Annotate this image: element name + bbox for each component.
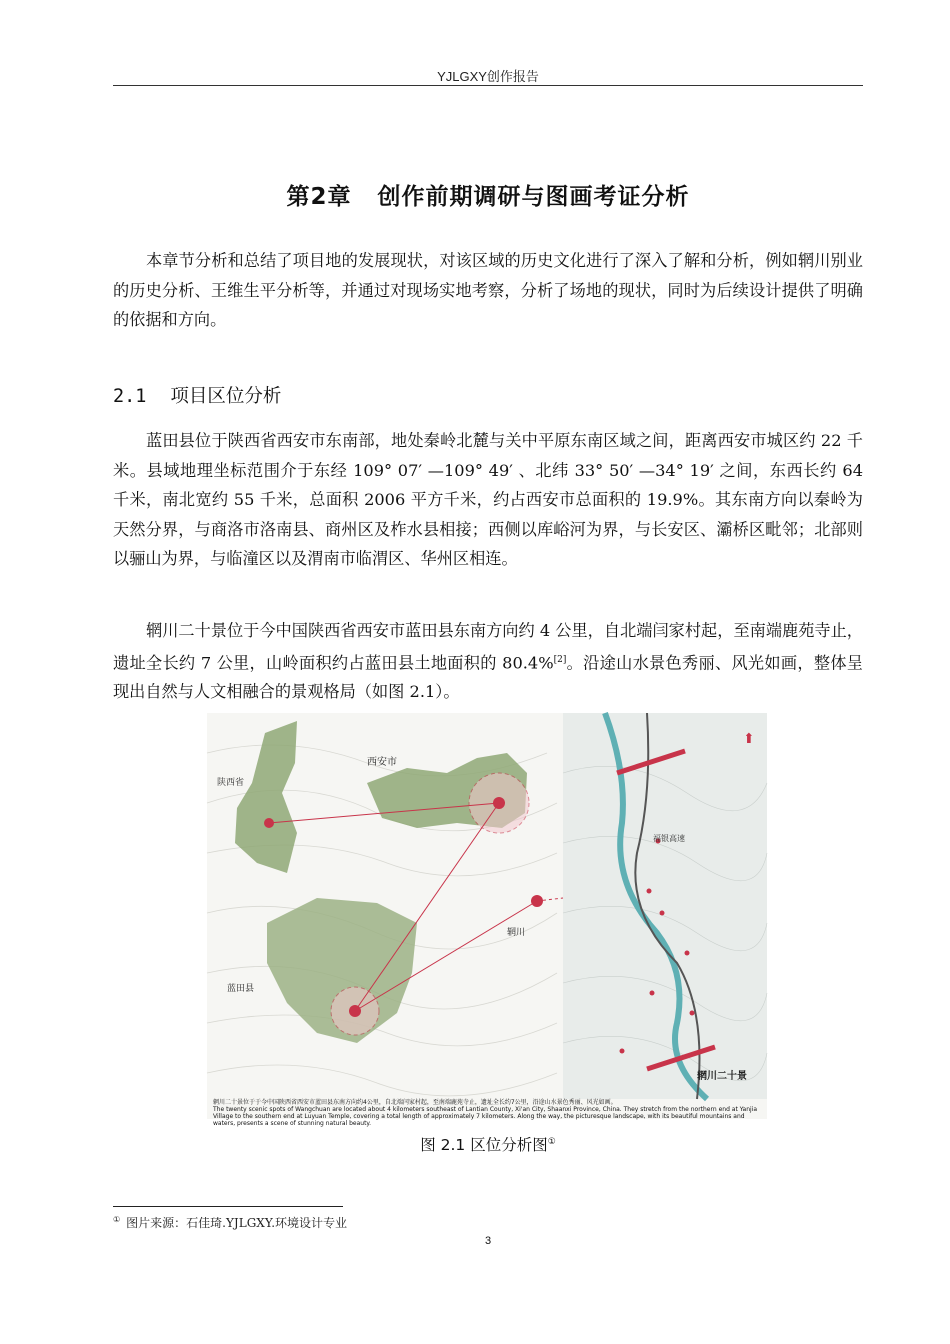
label-city: 西安市 bbox=[367, 757, 397, 768]
footnote-divider bbox=[113, 1206, 343, 1207]
chapter-heading bbox=[113, 178, 863, 211]
para2-text-b: 。沿途山水景色秀丽、风光如画，整体呈现出自然与人文相融合的景观格局（如图 2.1）。 bbox=[113, 652, 863, 702]
north-arrow-icon: ⬆ bbox=[743, 731, 755, 747]
figure-caption-en: The twenty scenic spots of Wangchuan are located about 4 kilometers southeast of Lantian County, Xi'an City, Shaanxi Province, China. They stretch from the northern end at Yanjia Village to the southern end at Luyuan Temple, covering a total length of approximately 7 kilometers. Along the way, the picturesque landscape, with its beautiful mountains and waters, presents a scene of stunning natural beauty. bbox=[213, 1106, 758, 1127]
citation-ref: [2] bbox=[553, 654, 567, 665]
para2-text-a: 辋川二十景位于今中国陕西省西安市蓝田县东南方向约 4 公里，自北端闫家村起，至南端鹿苑寺止，遗址全长约 7 公里，山岭面积约占蓝田县土地面积的 80.4% bbox=[113, 621, 863, 672]
footnote-mark: ① bbox=[113, 1215, 121, 1224]
label-province: 陕西省 bbox=[217, 778, 245, 788]
header-divider bbox=[113, 85, 863, 86]
page-number: 3 bbox=[484, 1235, 492, 1247]
chapter-title: 创作前期调研与图画考证分析 bbox=[377, 184, 690, 210]
figure-caption-cn: 辋川二十景位于于今中国陕西省西安市蓝田县东南方向约4公里，自北端闫家村起，至南端鹿苑寺止，遗址全长约7公里，沿途山水景色秀丽、风光如画。 bbox=[213, 1099, 617, 1106]
section-number: 2.1 bbox=[113, 386, 147, 407]
footnote bbox=[113, 1214, 347, 1231]
footnote-text: 图片来源：石佳琦.YJLGXY.环境设计专业 bbox=[126, 1216, 348, 1230]
figure-caption-mark: ① bbox=[547, 1136, 556, 1147]
intro-paragraph: 本章节分析和总结了项目地的发展现状，对该区域的历史文化进行了深入了解和分析，例如辋川别业的历史分析、王维生平分析等，并通过对现场实地考察，分析了场地的现状，同时为后续设计提供了明确的依据和方向。 bbox=[113, 251, 863, 329]
figure-caption-text: 图 2.1 区位分析图 bbox=[420, 1136, 548, 1154]
section-heading bbox=[113, 382, 281, 408]
label-county: 蓝田县 bbox=[227, 984, 255, 994]
label-scenic: 辋川二十景 bbox=[697, 1071, 747, 1082]
body-paragraph-2 bbox=[113, 616, 863, 707]
body-paragraph-1: 蓝田县位于陕西省西安市东南部，地处秦岭北麓与关中平原东南区域之间，距离西安市城区约 22 千米。县域地理坐标范围介于东经 109° 07′ —109° 49′ 、北纬 33° 50′ —34° 19′ 之间，东西长约 64 千米，南北宽约 55 千米，总面积 2006 平方千米，约占西安市总面积的 19.9%。其东南方向以秦岭为天然分界，与商洛市洛南县、商州区及柞水县相接；西侧以库峪河为界，与长安区、灞桥区毗邻；北部则以骊山为界，与临潼区以及渭南市临渭区、华州区相连。 bbox=[113, 431, 863, 568]
page-header: YJLGXY创作报告 bbox=[437, 69, 539, 84]
label-wangchuan: 辋川 bbox=[507, 928, 526, 938]
chapter-number: 第2章 bbox=[286, 184, 352, 210]
satellite-panel bbox=[563, 713, 767, 1099]
figure-map-svg bbox=[207, 713, 767, 1119]
shaanxi-province-map bbox=[235, 721, 297, 873]
section-title: 项目区位分析 bbox=[170, 386, 282, 407]
label-road: 福银高速 bbox=[653, 834, 685, 843]
figure-caption bbox=[113, 1133, 863, 1155]
location-analysis-figure bbox=[207, 713, 767, 1127]
